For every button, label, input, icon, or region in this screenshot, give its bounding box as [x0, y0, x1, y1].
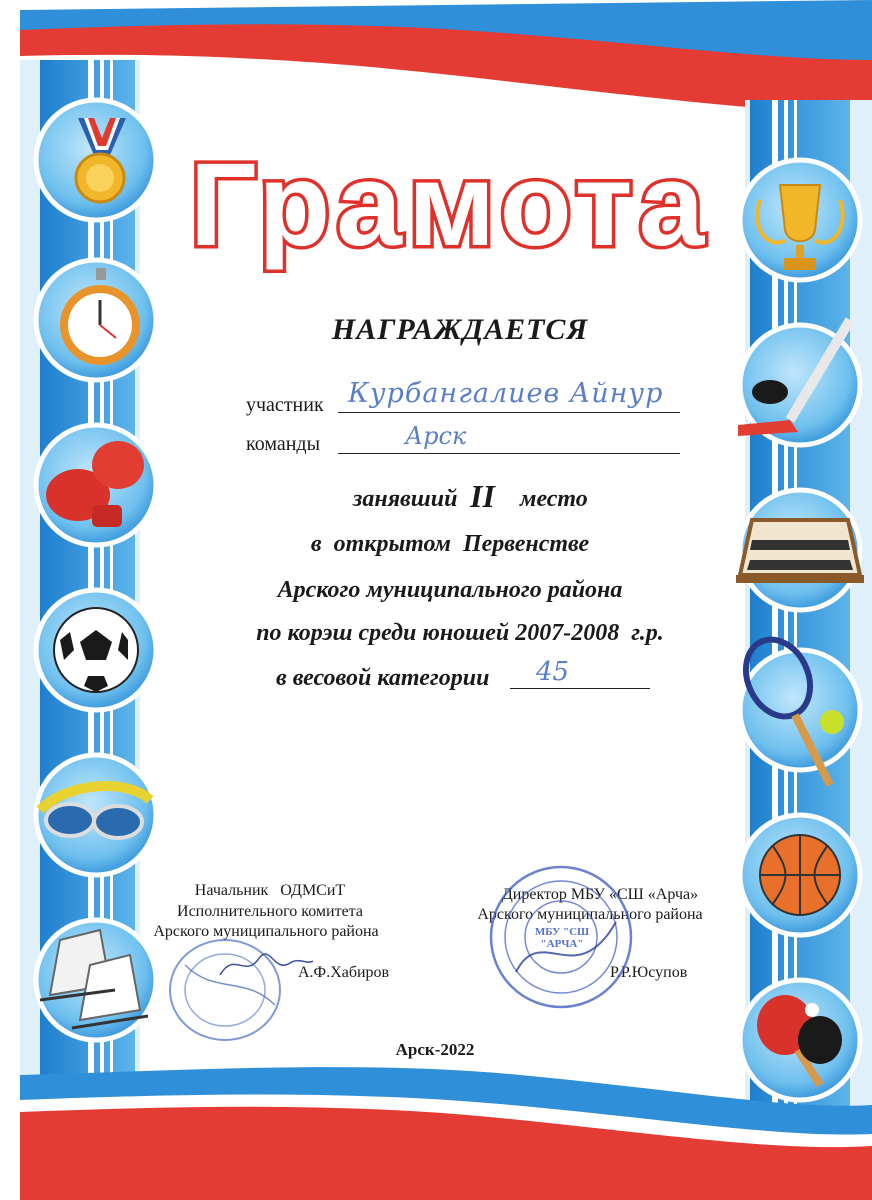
participant-label: участник: [246, 394, 324, 416]
place-suffix: место: [520, 486, 588, 512]
left-signature: [215, 945, 315, 985]
category-line: по корэш среди юношей 2007-2008 г.р.: [256, 620, 664, 646]
svg-text:Грамота: Грамота: [189, 139, 711, 271]
left-signer-title-3: Арского муниципального района: [153, 923, 379, 940]
team-name: Арск: [405, 422, 467, 450]
district-line: Арского муниципального района: [277, 577, 623, 603]
right-signer-title-1: Директор МБУ «СШ «Арча»: [501, 886, 699, 903]
left-signer-title-1: Начальник ОДМСиТ: [194, 882, 346, 899]
weight-label: в весовой категории: [276, 665, 490, 691]
team-label: команды: [246, 433, 321, 455]
right-signer-title-2: Арского муниципального района: [477, 906, 703, 923]
weight-value: 45: [536, 657, 570, 687]
team-underline: [338, 453, 680, 454]
participant-name: Курбангалиев Айнур: [348, 378, 664, 409]
basketball-icon: [760, 835, 840, 915]
championship-line: в открытом Первенстве: [310, 531, 590, 557]
participant-underline: [338, 412, 680, 413]
right-signer-name: Р.Р.Юсупов: [610, 964, 688, 981]
place-prefix: занявший: [353, 486, 458, 512]
weight-underline: [510, 688, 650, 689]
soccer-ball-icon: [54, 608, 138, 692]
left-signer-title-2: Исполнительного комитета: [177, 903, 363, 920]
left-signer-name: А.Ф.Хабиров: [298, 964, 390, 981]
place-value: II: [470, 478, 495, 514]
right-stamp-center: МБУ "СШ "АРЧА": [534, 926, 590, 950]
awarded-heading: НАГРАЖДАЕТСЯ: [331, 313, 589, 346]
chess-board-icon: [736, 520, 864, 583]
city-year: Арск-2022: [395, 1040, 475, 1059]
